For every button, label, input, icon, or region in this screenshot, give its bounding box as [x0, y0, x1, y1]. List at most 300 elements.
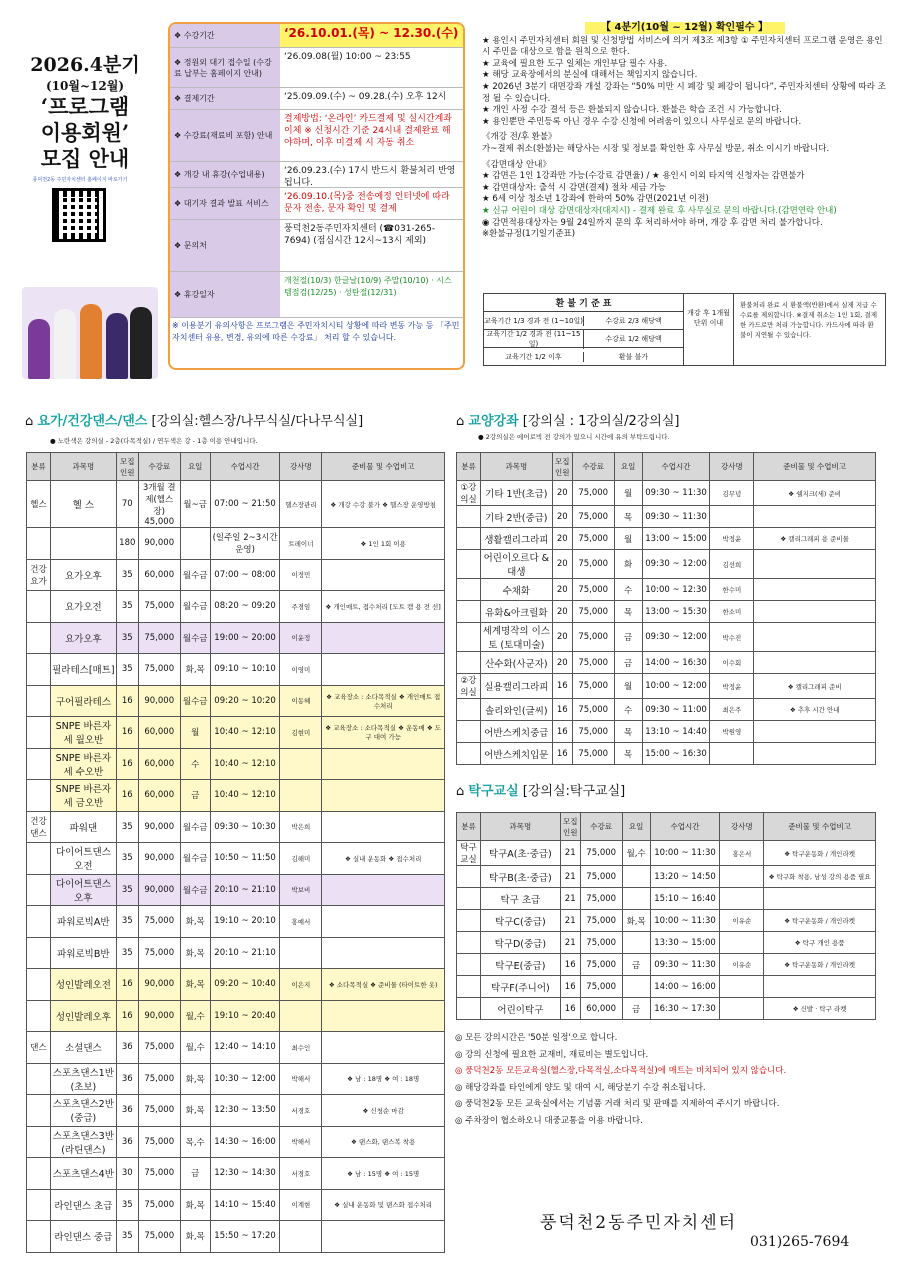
table-cell: 수: [614, 579, 642, 601]
table-cell: 이영미: [280, 654, 322, 686]
info-row: [170, 188, 463, 220]
table-cell: 월~금: [180, 481, 210, 528]
table-cell: 월,수: [180, 1032, 210, 1064]
table-cell: [457, 888, 481, 910]
table-cell: 75,000: [580, 954, 622, 976]
program-table-c: [456, 812, 876, 1020]
table-cell: 14:30 ~ 16:00: [210, 1126, 280, 1158]
table-cell: 화,목: [622, 910, 650, 932]
table-cell: 이유순: [720, 910, 764, 932]
footer-note: ◎ 풍덕천2동 모든 교육실에서는 기념품 거래 처리 및 판매를 지제하여 주시기 바랍니다.: [455, 1099, 780, 1109]
table-cell: 박수진: [710, 623, 754, 652]
section-b-note: ● 2강의실은 에어로빅 전 강의가 있으니 시간에 유의 부탁드립니다.: [478, 433, 670, 441]
table-cell: 목: [614, 743, 642, 765]
table-cell: 이은지: [280, 969, 322, 1001]
table-cell: 12:30 ~ 14:30: [210, 1158, 280, 1190]
info-row: [170, 48, 463, 88]
table-cell: 10:00 ~ 11:30: [650, 841, 720, 866]
table-cell: 70: [116, 481, 138, 528]
table-cell: 16: [552, 743, 572, 765]
table-cell: 댄스: [27, 1032, 51, 1064]
discount-item: ★ 신규 어린이 대상 감면대상자(대지시) - 결제 완료 후 사무실로 문의 바랍니다.(감면연락 안내): [482, 205, 837, 216]
table-cell: 기타 1반(초급): [480, 481, 552, 506]
table-cell: [457, 506, 481, 528]
table-cell: 다이어트댄스 오전: [50, 843, 116, 875]
table-cell: [457, 623, 481, 652]
table-cell: 07:00 ~ 08:00: [210, 559, 280, 591]
table-cell: 기타 2반(중급): [480, 506, 552, 528]
table-cell: [27, 654, 51, 686]
table-cell: 16: [552, 699, 572, 721]
table-cell: 김해미: [280, 843, 322, 875]
section-b-sub: [강의실 : 1강의실/2강의실]: [522, 414, 680, 429]
table-cell: 화,목: [180, 1095, 210, 1127]
table-cell: 19:00 ~ 20:00: [210, 622, 280, 654]
table-row: [457, 743, 876, 765]
table-cell: [754, 579, 876, 601]
table-cell: 3개월 결제(헬스장) 45,000: [138, 481, 180, 528]
table-cell: 16: [116, 717, 138, 749]
table-cell: 헬스장관리: [280, 481, 322, 528]
info-value: ‘26.09.23.(수) 17시 반드시 환불처리 반영됩니다.: [284, 166, 456, 188]
table-cell: 15:00 ~ 16:30: [642, 743, 710, 765]
table-cell: 금: [622, 954, 650, 976]
table-cell: 75,000: [572, 652, 614, 674]
column-header: 분류: [457, 453, 481, 481]
table-cell: SNPE 바른자세 금오반: [50, 780, 116, 812]
table-cell: 월: [614, 674, 642, 699]
table-cell: ①강의실: [457, 481, 481, 506]
info-label: ❖ 수강기간: [170, 24, 280, 47]
cancel-text: 가~결제 취소(환불)는 해당사는 시장 및 정보를 확인한 후 사무실 방문, 취소 이시기 바랍니다.: [482, 143, 830, 154]
table-cell: [622, 976, 650, 998]
table-cell: 14:00 ~ 16:30: [642, 652, 710, 674]
table-cell: (일주일 2~3시간 운영): [210, 528, 280, 560]
table-cell: [457, 601, 481, 623]
table-row: [457, 652, 876, 674]
table-cell: 16: [116, 1000, 138, 1032]
poster-title: [10, 50, 160, 172]
table-cell: 75,000: [138, 622, 180, 654]
table-cell: [754, 743, 876, 765]
footer-note: ◎ 해당강좌를 타인에게 양도 및 대여 시, 해당분기 수강 취소됩니다.: [455, 1082, 706, 1093]
table-cell: [280, 780, 322, 812]
section-c-title: [456, 780, 625, 799]
table-cell: 75,000: [572, 579, 614, 601]
table-row: [27, 811, 445, 843]
table-row: [457, 888, 876, 910]
table-cell: [457, 932, 481, 954]
title-months: (10월~12월): [46, 79, 124, 93]
table-cell: 금: [622, 998, 650, 1020]
table-cell: 이윤정: [280, 622, 322, 654]
table-cell: 75,000: [138, 1126, 180, 1158]
footer-note: ◎ 모든 강의시간은 '50분 일정'으로 합니다.: [455, 1033, 618, 1043]
table-cell: 이동혜: [280, 685, 322, 717]
table-cell: 10:00 ~ 11:30: [650, 910, 720, 932]
table-cell: 35: [116, 843, 138, 875]
table-cell: 수채화: [480, 579, 552, 601]
table-cell: 12:40 ~ 14:10: [210, 1032, 280, 1064]
section-c-sub: [강의실:탁구교실]: [522, 784, 626, 799]
table-cell: [27, 1063, 51, 1095]
table-cell: 75,000: [138, 1032, 180, 1064]
table-row: [27, 780, 445, 812]
table-cell: [27, 906, 51, 938]
section-c-name: 탁구교실: [468, 784, 519, 799]
table-cell: 15:50 ~ 17:20: [210, 1221, 280, 1253]
table-cell: 다이어트댄스 오후: [50, 874, 116, 906]
table-cell: ❖ 캘리그래피 용 준비물: [754, 528, 876, 550]
table-cell: 13:00 ~ 15:00: [642, 528, 710, 550]
table-cell: 35: [116, 906, 138, 938]
table-cell: 어반스케치중급: [480, 721, 552, 743]
table-row: [27, 717, 445, 749]
refund-table: [483, 293, 886, 366]
table-cell: 주경임: [280, 591, 322, 623]
table-cell: 최수인: [280, 1032, 322, 1064]
table-cell: 75,000: [572, 623, 614, 652]
table-row: [27, 559, 445, 591]
table-cell: 35: [116, 874, 138, 906]
table-cell: 월: [180, 717, 210, 749]
table-cell: 화,목: [180, 906, 210, 938]
table-cell: 20: [552, 601, 572, 623]
table-cell: ②강의실: [457, 674, 481, 699]
table-row: [27, 843, 445, 875]
table-cell: ❖ 실내 운동화 ❖ 접수처리: [322, 843, 445, 875]
table-cell: 월,수: [180, 1000, 210, 1032]
refund-header: ※환불규정(1기일기준표): [482, 229, 576, 240]
table-cell: ❖ 추후 시간 안내: [754, 699, 876, 721]
table-cell: 20: [552, 528, 572, 550]
info-value: ‘26.09.10.(목)중 전송예정 인터넷에 따라 문자 전송, 문자 확인 및 결제: [284, 192, 450, 214]
table-cell: 서경호: [280, 1158, 322, 1190]
table-row: [457, 623, 876, 652]
table-header-row: [457, 453, 876, 481]
table-cell: [710, 743, 754, 765]
table-cell: 스포츠댄스1반 (초보): [50, 1063, 116, 1095]
refund-period: 교육기간 1/2 이후: [484, 352, 584, 362]
info-label: ❖ 수강료(재료비 포함) 안내: [170, 110, 280, 161]
table-cell: [27, 1000, 51, 1032]
table-row: [457, 506, 876, 528]
table-cell: 월,수: [622, 841, 650, 866]
table-cell: 실용캘리그라피: [480, 674, 552, 699]
table-cell: [27, 528, 51, 560]
table-cell: 90,000: [138, 811, 180, 843]
table-cell: 09:20 ~ 10:20: [210, 685, 280, 717]
table-row: [27, 654, 445, 686]
center-name: 풍덕천2동주민자치센터: [540, 1213, 738, 1233]
table-cell: 75,000: [138, 1189, 180, 1221]
refund-period: 교육기간 1/3 경과 전 (1~10일): [484, 316, 583, 325]
table-row: [457, 954, 876, 976]
table-cell: 요가오후: [50, 622, 116, 654]
table-cell: 75,000: [580, 976, 622, 998]
table-row: [27, 748, 445, 780]
table-cell: [322, 874, 445, 906]
table-row: [27, 1158, 445, 1190]
table-cell: 75,000: [572, 550, 614, 579]
table-cell: 21: [560, 932, 580, 954]
table-row: [457, 579, 876, 601]
table-cell: 09:20 ~ 10:40: [210, 969, 280, 1001]
discount-header: 《감면대상 안내》: [482, 159, 551, 170]
table-cell: 김무녕: [710, 481, 754, 506]
info-label: ❖ 결제기간: [170, 88, 280, 109]
table-cell: [457, 528, 481, 550]
table-cell: ❖ 쉘지크(세) 준비: [754, 481, 876, 506]
table-cell: ❖ 캘리그래피 준비: [754, 674, 876, 699]
info-label: ❖ 정원외 대기 접수일 (수강료 납부는 홈페이지 안내): [170, 48, 280, 87]
section-a-sub: [강의실:헬스장/나무식실/다나무식실]: [151, 414, 364, 429]
title-line5: 모집 안내: [40, 146, 130, 171]
column-header: 과목명: [480, 813, 560, 841]
table-cell: 생활캘리그라피: [480, 528, 552, 550]
table-cell: 파워댄: [50, 811, 116, 843]
table-cell: 월수금: [180, 591, 210, 623]
table-cell: ❖ 탁구화 착용, 남성 강의 용품 필요: [764, 866, 876, 888]
table-cell: 박해서: [280, 1126, 322, 1158]
info-label: ❖ 문의처: [170, 220, 280, 271]
info-value: ‘26.09.08(월) 10:00 ~ 23:55: [284, 52, 411, 62]
table-cell: 한소미: [710, 601, 754, 623]
table-cell: 구어필라테스: [50, 685, 116, 717]
table-cell: [457, 550, 481, 579]
notice-item: ★ 해당 교육장에서의 분실에 대해서는 책임지지 않습니다.: [482, 70, 698, 81]
table-row: [27, 969, 445, 1001]
table-cell: 16:30 ~ 17:30: [650, 998, 720, 1020]
table-cell: 금: [180, 780, 210, 812]
column-header: 수강료: [138, 453, 180, 481]
table-cell: 세계명작의 이스토 (토대미술): [480, 623, 552, 652]
table-cell: 화,목: [180, 654, 210, 686]
table-cell: [754, 623, 876, 652]
table-cell: 16: [552, 721, 572, 743]
table-cell: 한수미: [710, 579, 754, 601]
table-row: [457, 910, 876, 932]
table-cell: ❖ 댄스화, 댄스복 착용: [322, 1126, 445, 1158]
table-cell: 탁구A(초·중급): [480, 841, 560, 866]
table-cell: ❖ 실내 운동화 및 댄스화 접수처리: [322, 1189, 445, 1221]
table-cell: 요가오후: [50, 559, 116, 591]
table-cell: 35: [116, 622, 138, 654]
table-cell: 김현미: [280, 717, 322, 749]
table-cell: 금: [614, 623, 642, 652]
table-cell: [457, 954, 481, 976]
table-cell: 21: [560, 888, 580, 910]
table-cell: 09:30 ~ 12:00: [642, 550, 710, 579]
column-header: 모집인원: [116, 453, 138, 481]
table-cell: 09:30 ~ 12:00: [642, 623, 710, 652]
table-cell: 16: [116, 780, 138, 812]
table-cell: 10:40 ~ 12:10: [210, 780, 280, 812]
table-cell: 07:00 ~ 21:50: [210, 481, 280, 528]
table-row: [27, 1032, 445, 1064]
title-line3: ‘프로그램: [40, 94, 130, 119]
table-cell: 35: [116, 1189, 138, 1221]
table-cell: 21: [560, 910, 580, 932]
table-cell: 이수회: [710, 652, 754, 674]
table-row: [27, 1221, 445, 1253]
table-cell: 최은주: [710, 699, 754, 721]
table-cell: [322, 748, 445, 780]
table-cell: 75,000: [138, 1095, 180, 1127]
notice-item: ★ 용인뿐만 주민등록 아닌 경우 수강 신청에 어려움이 있으니 사무실로 문의 바랍니다.: [482, 116, 802, 127]
table-cell: 75,000: [138, 937, 180, 969]
table-cell: 서경호: [280, 1095, 322, 1127]
table-cell: [27, 780, 51, 812]
table-cell: 60,000: [138, 559, 180, 591]
table-cell: 180: [116, 528, 138, 560]
table-cell: [457, 976, 481, 998]
info-value: ‘26.10.01.(목) ~ 12.30.(수): [280, 24, 463, 47]
info-value: 풍덕천2동주민자치센터 (☎031-265-7694) (점심시간 12시~13시 제외): [284, 224, 436, 246]
column-header: 준비물 및 수업비고: [322, 453, 445, 481]
table-cell: 어린이오르다 &대생: [480, 550, 552, 579]
table-row: [457, 841, 876, 866]
refund-amount: 수강료 1/2 해당액: [605, 334, 662, 343]
table-cell: 이정민: [280, 559, 322, 591]
table-cell: 09:30 ~ 11:00: [642, 699, 710, 721]
table-cell: 09:30 ~ 11:30: [650, 954, 720, 976]
table-row: [457, 976, 876, 998]
info-note: ※ 이용분기 유의사항은 프로그램은 주민자치시티 상황에 따라 변동 가능 등 「주민자치센터 유용, 변경, 유의에 따른 수강료」 처리 할 수 있습니다.: [172, 321, 460, 342]
table-cell: 스포츠댄스3반 (라틴댄스): [50, 1126, 116, 1158]
notice-item: ★ 용인시 주민자치센터 회원 및 신청방법 서비스에 의거 제3조 제3항 ① 주민자치센터 프로그램 운영은 용인시 주민을 대상으로 함을 원칙으로 한다.: [482, 35, 883, 58]
table-cell: 36: [116, 1032, 138, 1064]
refund-mid: 개강 후 1개월 단위 이내: [684, 294, 734, 365]
table-cell: [27, 622, 51, 654]
table-cell: 75,000: [580, 888, 622, 910]
table-cell: [322, 1032, 445, 1064]
qr-caption: 풍덕천2동 주민자치센터 홈페이지 바로가기: [32, 177, 128, 183]
table-cell: [754, 550, 876, 579]
table-cell: 파워로빅B반: [50, 937, 116, 969]
table-cell: ❖ 교육장소 : 소다목적실 ❖ 운동매 ❖ 도구 대여 가능: [322, 717, 445, 749]
table-row: [27, 528, 445, 560]
info-row: [170, 220, 463, 272]
program-table-a: [26, 452, 445, 1253]
table-cell: [754, 721, 876, 743]
table-cell: 13:30 ~ 15:00: [650, 932, 720, 954]
notice-item: ★ 개인 사정 수강 결석 등은 환불되지 않습니다. 환불은 학습 조건 시 가능합니다.: [482, 105, 782, 116]
table-cell: 박정윤: [710, 528, 754, 550]
table-row: [457, 481, 876, 506]
table-cell: [720, 932, 764, 954]
table-cell: 90,000: [138, 874, 180, 906]
table-cell: 09:30 ~ 11:30: [642, 481, 710, 506]
table-cell: 파워로빅A반: [50, 906, 116, 938]
table-cell: 20: [552, 550, 572, 579]
table-cell: 스포츠댄스2반 (중급): [50, 1095, 116, 1127]
table-row: [27, 685, 445, 717]
table-cell: [27, 969, 51, 1001]
table-cell: 화,목: [180, 937, 210, 969]
column-header: 수강료: [572, 453, 614, 481]
info-value: 결제방법: ‘온라인’ 카드결제 및 실시간계좌이체 ※ 신청시간 기준 24시내 결제완료 해야하며, 이후 미결제 시 자동 취소: [284, 114, 452, 148]
table-cell: ❖ 개강 수강 불가 ❖ 헬스장 운영방침: [322, 481, 445, 528]
table-cell: 15:10 ~ 16:40: [650, 888, 720, 910]
table-cell: 90,000: [138, 843, 180, 875]
table-cell: [27, 1095, 51, 1127]
table-cell: 탁구E(중급): [480, 954, 560, 976]
column-header: 강사명: [710, 453, 754, 481]
table-cell: 75,000: [572, 699, 614, 721]
table-cell: 박정윤: [710, 674, 754, 699]
table-cell: 75,000: [572, 743, 614, 765]
table-cell: 월수금: [180, 559, 210, 591]
qr-code-icon[interactable]: [52, 188, 106, 242]
info-row: [170, 24, 463, 48]
table-row: [27, 874, 445, 906]
table-cell: 75,000: [572, 601, 614, 623]
table-cell: 금: [180, 1158, 210, 1190]
table-cell: 수: [180, 748, 210, 780]
table-cell: 어린이탁구: [480, 998, 560, 1020]
column-header: 모집인원: [560, 813, 580, 841]
table-cell: [27, 1221, 51, 1253]
table-cell: 10:40 ~ 12:10: [210, 748, 280, 780]
discount-item: ◉ 감면적용대상자는 9월 24일까지 문의 후 처리하셔야 하며, 개강 후 감면 처리 불가합니다.: [482, 217, 823, 228]
refund-title: 환 불 기 준 표: [484, 294, 683, 312]
refund-amount: 환불 불가: [618, 352, 649, 361]
table-cell: 90,000: [138, 685, 180, 717]
table-cell: [27, 937, 51, 969]
table-cell: ❖ 탁구운동화 / 개인라켓: [764, 954, 876, 976]
column-header: 과목명: [50, 453, 116, 481]
table-cell: 20: [552, 481, 572, 506]
table-cell: [322, 906, 445, 938]
column-header: 수업시간: [210, 453, 280, 481]
table-cell: 월수금: [180, 843, 210, 875]
table-row: [27, 906, 445, 938]
table-cell: [457, 652, 481, 674]
table-cell: 이유순: [720, 954, 764, 976]
table-cell: 13:20 ~ 14:50: [650, 866, 720, 888]
table-cell: [27, 843, 51, 875]
table-cell: 90,000: [138, 528, 180, 560]
table-cell: [457, 866, 481, 888]
table-row: [457, 674, 876, 699]
table-cell: [280, 1000, 322, 1032]
table-cell: 소셜댄스: [50, 1032, 116, 1064]
table-cell: 솔리와인(글씨): [480, 699, 552, 721]
table-cell: 박해서: [280, 1063, 322, 1095]
table-cell: 화,목: [180, 1221, 210, 1253]
footer-note: ◎ 강의 신청에 필요한 교재비, 재료비는 별도입니다.: [455, 1049, 649, 1060]
info-label: ❖ 개강 내 휴강(수업내용): [170, 162, 280, 187]
table-row: [27, 591, 445, 623]
table-cell: 16: [116, 748, 138, 780]
table-cell: [720, 976, 764, 998]
info-label: ❖ 휴강일자: [170, 272, 280, 317]
table-cell: 탁구B(초·중급): [480, 866, 560, 888]
table-cell: 목,수: [180, 1126, 210, 1158]
center-phone[interactable]: 031)265-7694: [750, 1234, 850, 1250]
table-cell: 10:00 ~ 12:30: [642, 579, 710, 601]
table-cell: 박원영: [710, 721, 754, 743]
table-cell: 월: [614, 481, 642, 506]
table-cell: 35: [116, 559, 138, 591]
house-icon: ⌂: [456, 784, 469, 799]
table-cell: 13:00 ~ 15:30: [642, 601, 710, 623]
discount-item: ★ 6세 이상 청소년 1강좌에 한하여 50% 감면(2021년 이전): [482, 194, 709, 205]
table-cell: 14:00 ~ 16:00: [650, 976, 720, 998]
table-cell: 화,목: [180, 1189, 210, 1221]
table-cell: 75,000: [580, 910, 622, 932]
